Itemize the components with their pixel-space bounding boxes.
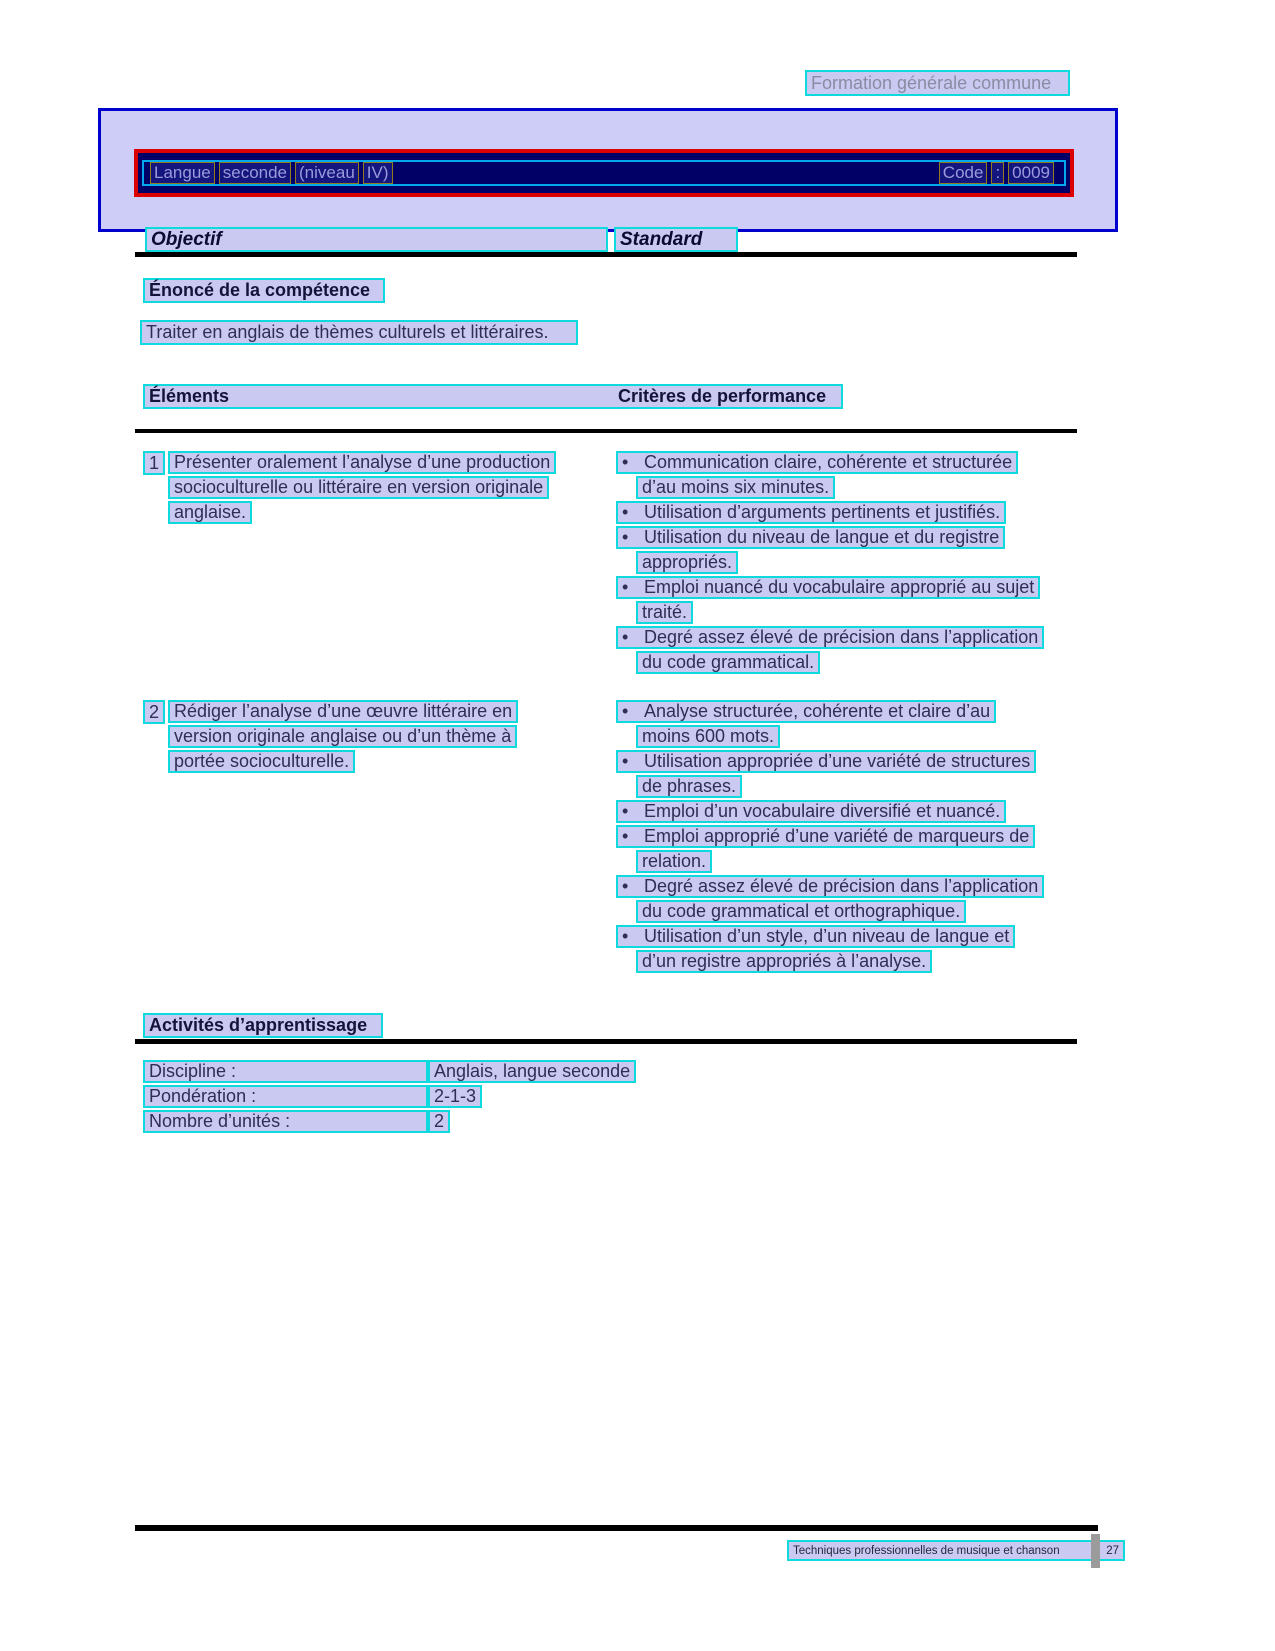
activities-heading: Activités d’apprentissage	[143, 1013, 383, 1038]
code-word: Code	[939, 162, 988, 184]
criterion-line: • Utilisation appropriée d’une variété de structures	[616, 750, 1036, 773]
criterion-line: • Utilisation d’arguments pertinents et justifiés.	[616, 501, 1006, 524]
criterion-line: • Degré assez élevé de précision dans l’application	[616, 626, 1044, 649]
elements-header: Éléments	[149, 386, 230, 406]
element-1-text	[168, 451, 556, 526]
code-word: :	[991, 162, 1004, 184]
bullet-icon: •	[622, 801, 629, 821]
element-line: Présenter oralement l’analyse d’une production	[168, 451, 556, 474]
info-label: Nombre d’unités :	[143, 1110, 428, 1133]
course-title-bar	[134, 149, 1074, 197]
criterion-line: • Degré assez élevé de précision dans l’application	[616, 875, 1044, 898]
course-banner	[98, 108, 1118, 232]
criterion-line: • Emploi d’un vocabulaire diversifié et nuancé.	[616, 800, 1006, 823]
footer	[787, 1540, 1125, 1561]
element-line: anglaise.	[168, 501, 252, 524]
bullet-icon: •	[622, 701, 629, 721]
table-header	[143, 384, 843, 409]
criterion-line: • Utilisation du niveau de langue et du registre	[616, 526, 1005, 549]
title-word: (niveau	[295, 162, 359, 184]
info-value: Anglais, langue seconde	[428, 1060, 636, 1083]
criterion-line: moins 600 mots.	[636, 725, 780, 748]
criterion-line: du code grammatical.	[636, 651, 820, 674]
element-line: portée socioculturelle.	[168, 750, 355, 773]
course-code	[939, 162, 1058, 184]
divider-rule	[135, 1039, 1077, 1044]
criterion-line: • Emploi approprié d’une variété de marqueurs de	[616, 825, 1035, 848]
bullet-icon: •	[622, 926, 629, 946]
objectif-column-title: Objectif	[145, 227, 608, 252]
bullet-icon: •	[622, 502, 629, 522]
activities-info	[143, 1060, 636, 1135]
info-row	[143, 1110, 636, 1135]
bullet-icon: •	[622, 627, 629, 647]
footer-rule	[135, 1525, 1098, 1531]
bullet-icon: •	[622, 452, 629, 472]
criterion-line: • Analyse structurée, cohérente et claire d’au	[616, 700, 996, 723]
element-number: 1	[143, 451, 165, 475]
bullet-icon: •	[622, 751, 629, 771]
footer-text: Techniques professionnelles de musique et chanson	[793, 1544, 1060, 1557]
criterion-line: traité.	[636, 601, 693, 624]
course-title-strip	[142, 160, 1066, 186]
info-row	[143, 1085, 636, 1110]
criterion-line: relation.	[636, 850, 712, 873]
element-number: 2	[143, 700, 165, 724]
element-line: version originale anglaise ou d’un thème à	[168, 725, 517, 748]
criterion-line: • Emploi nuancé du vocabulaire approprié au sujet	[616, 576, 1040, 599]
info-label: Pondération :	[143, 1085, 428, 1108]
divider-rule	[135, 429, 1077, 433]
code-word: 0009	[1008, 162, 1054, 184]
info-row	[143, 1060, 636, 1085]
element-2-text	[168, 700, 518, 775]
divider-rule	[135, 252, 1077, 257]
info-label: Discipline :	[143, 1060, 428, 1083]
info-value: 2-1-3	[428, 1085, 482, 1108]
title-word: Langue	[150, 162, 215, 184]
element-line: Rédiger l’analyse d’une œuvre littéraire en	[168, 700, 518, 723]
competence-statement: Traiter en anglais de thèmes culturels et littéraires.	[140, 320, 578, 345]
criteria-1-list	[616, 451, 1044, 676]
bullet-icon: •	[622, 876, 629, 896]
criterion-line: d’un registre appropriés à l’analyse.	[636, 950, 932, 973]
section-label: Formation générale commune	[805, 70, 1070, 96]
info-value: 2	[428, 1110, 450, 1133]
criteres-header: Critères de performance	[618, 386, 827, 406]
standard-column-title: Standard	[614, 227, 738, 252]
criterion-line: appropriés.	[636, 551, 738, 574]
criterion-line: de phrases.	[636, 775, 742, 798]
course-title	[150, 162, 397, 184]
bullet-icon: •	[622, 527, 629, 547]
title-word: IV)	[363, 162, 393, 184]
competence-heading: Énoncé de la compétence	[143, 278, 385, 303]
bullet-icon: •	[622, 826, 629, 846]
criterion-line: • Communication claire, cohérente et structurée	[616, 451, 1018, 474]
criterion-line: du code grammatical et orthographique.	[636, 900, 966, 923]
footer-page-number: 27	[1106, 1544, 1119, 1557]
title-word: seconde	[219, 162, 291, 184]
bullet-icon: •	[622, 577, 629, 597]
criteria-2-list	[616, 700, 1044, 975]
criterion-line: • Utilisation d’un style, d’un niveau de langue et	[616, 925, 1015, 948]
footer-divider-bar	[1091, 1534, 1100, 1568]
element-line: socioculturelle ou littéraire en version originale	[168, 476, 549, 499]
criterion-line: d’au moins six minutes.	[636, 476, 835, 499]
